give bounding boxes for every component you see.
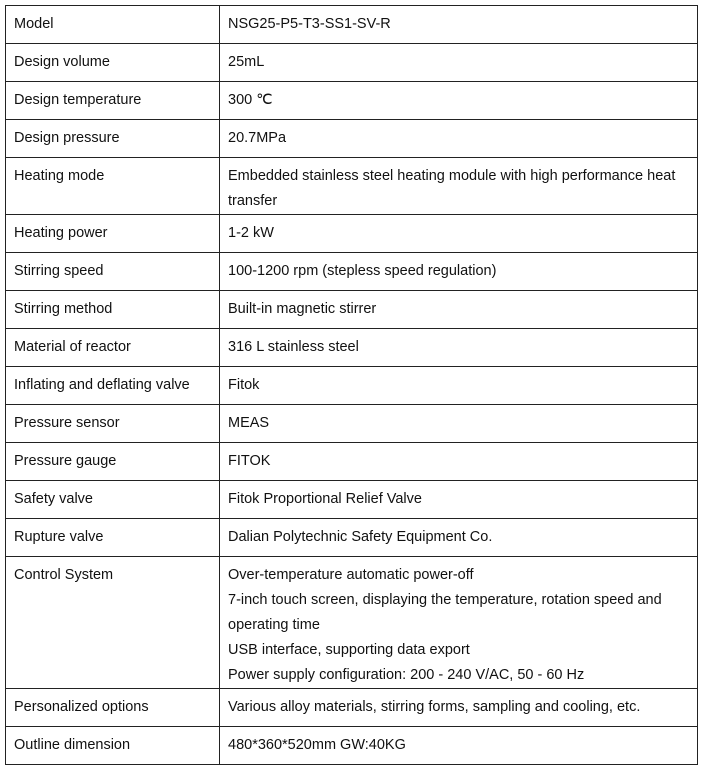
- spec-row: [6, 557, 698, 689]
- spec-value: [220, 291, 698, 329]
- spec-value-line: 25mL: [228, 54, 265, 70]
- spec-label: Model: [6, 6, 220, 44]
- spec-value-line: Power supply configuration: 200 - 240 V/AC, 50 - 60 Hz: [228, 667, 585, 683]
- spec-value-line: 316 L stainless steel: [228, 339, 359, 355]
- spec-value-line: MEAS: [228, 415, 270, 431]
- spec-value-line: 20.7MPa: [228, 130, 287, 146]
- spec-value: [220, 120, 698, 158]
- spec-value-line: Embedded stainless steel heating module with high performance heat transfer: [228, 168, 676, 209]
- specification-table-body: [6, 6, 698, 765]
- spec-value: [220, 689, 698, 727]
- spec-value: [220, 519, 698, 557]
- spec-value: [220, 6, 698, 44]
- spec-value-line: Over-temperature automatic power-off: [228, 567, 474, 583]
- spec-row: [6, 158, 698, 215]
- spec-value-line: 7-inch touch screen, displaying the temperature, rotation speed and operating time: [228, 592, 662, 633]
- spec-value: [220, 443, 698, 481]
- spec-row: [6, 481, 698, 519]
- spec-value: [220, 727, 698, 765]
- spec-value: [220, 367, 698, 405]
- spec-value-line: Various alloy materials, stirring forms, sampling and cooling, etc.: [228, 699, 641, 715]
- spec-value: [220, 329, 698, 367]
- spec-value-line: 1-2 kW: [228, 225, 274, 241]
- spec-value: [220, 481, 698, 519]
- spec-row: [6, 689, 698, 727]
- spec-row: [6, 82, 698, 120]
- spec-row: [6, 727, 698, 765]
- spec-row: [6, 443, 698, 481]
- spec-label: Stirring speed: [6, 253, 220, 291]
- spec-label: Safety valve: [6, 481, 220, 519]
- spec-label: Stirring method: [6, 291, 220, 329]
- spec-label: Heating mode: [6, 158, 220, 215]
- spec-label: Heating power: [6, 215, 220, 253]
- spec-value-line: Dalian Polytechnic Safety Equipment Co.: [228, 529, 493, 545]
- spec-label: Inflating and deflating valve: [6, 367, 220, 405]
- spec-value-line: 480*360*520mm GW:40KG: [228, 737, 406, 753]
- spec-row: [6, 120, 698, 158]
- spec-row: [6, 6, 698, 44]
- spec-label: Personalized options: [6, 689, 220, 727]
- spec-value: [220, 82, 698, 120]
- spec-label: Rupture valve: [6, 519, 220, 557]
- spec-value: [220, 215, 698, 253]
- spec-row: [6, 367, 698, 405]
- spec-value-line: NSG25-P5-T3-SS1-SV-R: [228, 16, 391, 32]
- spec-value-line: 300 ℃: [228, 92, 273, 108]
- spec-row: [6, 405, 698, 443]
- spec-value: [220, 405, 698, 443]
- spec-row: [6, 44, 698, 82]
- spec-label: Pressure gauge: [6, 443, 220, 481]
- spec-value-line: 100-1200 rpm (stepless speed regulation): [228, 263, 497, 279]
- spec-value: [220, 44, 698, 82]
- spec-label: Pressure sensor: [6, 405, 220, 443]
- spec-label: Outline dimension: [6, 727, 220, 765]
- spec-value: [220, 557, 698, 689]
- spec-value-line: Built-in magnetic stirrer: [228, 301, 377, 317]
- spec-row: [6, 253, 698, 291]
- spec-value-line: FITOK: [228, 453, 271, 469]
- spec-value: [220, 158, 698, 215]
- spec-row: [6, 215, 698, 253]
- spec-value-line: USB interface, supporting data export: [228, 642, 470, 658]
- spec-row: [6, 329, 698, 367]
- spec-value-line: Fitok: [228, 377, 260, 393]
- spec-label: Design volume: [6, 44, 220, 82]
- spec-label: Design pressure: [6, 120, 220, 158]
- specification-table: [5, 5, 698, 765]
- spec-row: [6, 519, 698, 557]
- spec-value: [220, 253, 698, 291]
- spec-label: Control System: [6, 557, 220, 689]
- spec-label: Material of reactor: [6, 329, 220, 367]
- spec-label: Design temperature: [6, 82, 220, 120]
- spec-row: [6, 291, 698, 329]
- spec-value-line: Fitok Proportional Relief Valve: [228, 491, 422, 507]
